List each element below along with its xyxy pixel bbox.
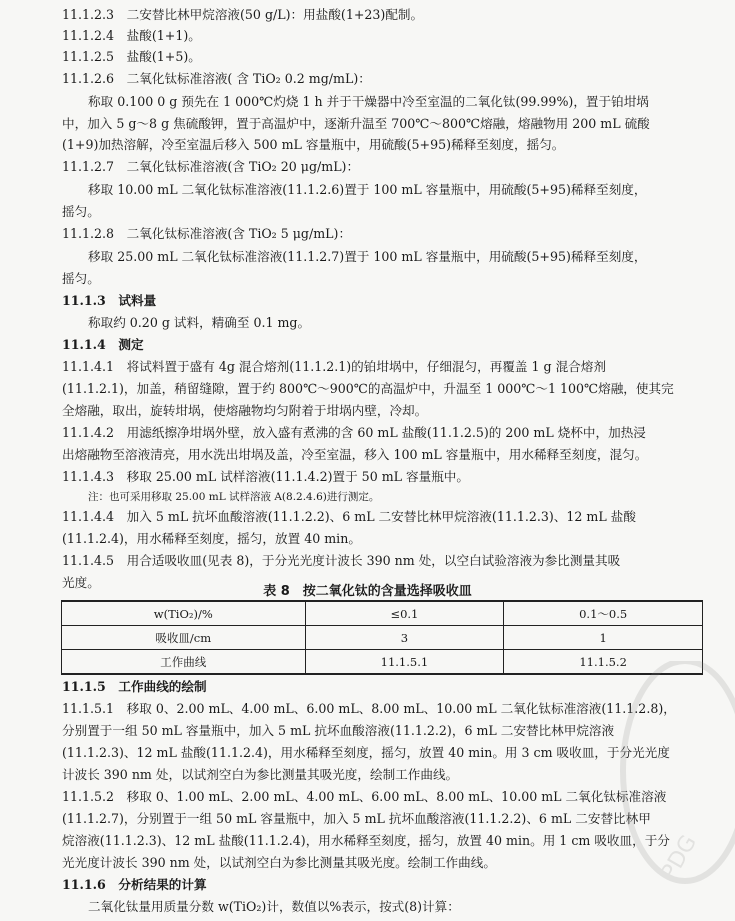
body-line: 摇匀。 (62, 271, 100, 286)
clause-11-1-4-4: 11.1.4.4 加入 5 mL 抗坏血酸溶液(11.1.2.2)、6 mL 二安替比林甲烷溶液(11.1.2.3)、12 mL 盐酸 (62, 509, 636, 524)
body-line: 全熔融，取出，旋转坩埚，使熔融物均匀附着于坩埚内壁，冷却。 (62, 403, 428, 418)
table-row (62, 650, 703, 675)
heading-11-1-6: 11.1.6 分析结果的计算 (62, 877, 207, 892)
heading-11-1-4: 11.1.4 测定 (62, 337, 144, 352)
body-line: 称取约 0.20 g 试料，精确至 0.1 mg。 (88, 315, 311, 330)
clause-11-1-5-1: 11.1.5.1 移取 0、2.00 mL、4.00 mL、6.00 mL、8.00 mL、10.00 mL 二氧化钛标准溶液(11.1.2.8)， (62, 701, 676, 716)
body-line: (11.1.2.4)，用水稀释至刻度，摇匀，放置 40 min。 (62, 531, 361, 546)
clause-11-1-2-3: 11.1.2.3 二安替比林甲烷溶液(50 g/L)：用盐酸(1+23)配制。 (62, 7, 424, 22)
cuvette-selection-table (61, 600, 703, 675)
body-line: (11.1.2.3)、12 mL 盐酸(11.1.2.4)，用水稀释至刻度，摇匀，放置 40 min。用 3 cm 吸收皿，于分光光度 (62, 745, 670, 760)
table-cell: 1 (504, 626, 703, 650)
clause-11-1-2-6: 11.1.2.6 二氧化钛标准溶液( 含 TiO₂ 0.2 mg/mL)： (62, 71, 371, 86)
body-line: (11.1.2.1)，加盖，稍留缝隙，置于约 800℃～900℃的高温炉中，升温至 1 000℃～1 100℃熔融，使其完 (62, 381, 674, 396)
body-line: 中，加入 5 g～8 g 焦硫酸钾，置于高温炉中，逐渐升温至 700℃～800℃熔融，熔融物用 200 mL 硫酸 (62, 116, 650, 131)
body-line: 光光度计波长 390 nm 处，以试剂空白为参比测量其吸光度。绘制工作曲线。 (62, 855, 496, 870)
table-cell: 0.1～0.5 (504, 601, 703, 626)
heading-11-1-3: 11.1.3 试料量 (62, 293, 157, 308)
table-row (62, 626, 703, 650)
body-line: (1+9)加热溶解，冷至室温后移入 500 mL 容量瓶中，用硫酸(5+95)稀释至刻度，摇匀。 (62, 137, 565, 152)
table-cell: w(TiO₂)/% (62, 601, 306, 626)
clause-11-1-2-7: 11.1.2.7 二氧化钛标准溶液(含 TiO₂ 20 μg/mL)： (62, 159, 360, 174)
pdg-watermark (615, 661, 735, 891)
table-cell: 3 (305, 626, 504, 650)
table-caption: 表 8 按二氧化钛的含量选择吸收皿 (263, 584, 472, 599)
body-line: 光度。 (62, 575, 100, 590)
body-line: (11.1.2.7)，分别置于一组 50 mL 容量瓶中，加入 5 mL 抗坏血酸溶液(11.1.2.2)、6 mL 二安替比林甲 (62, 811, 651, 826)
clause-11-1-2-4: 11.1.2.4 盐酸(1+1)。 (62, 28, 201, 43)
table-row (62, 601, 703, 626)
body-line: 摇匀。 (62, 204, 100, 219)
clause-11-1-4-1: 11.1.4.1 将试料置于盛有 4g 混合熔剂(11.1.2.1)的铂坩埚中，仔细混匀，再覆盖 1 g 混合熔剂 (62, 359, 606, 374)
body-line: 计波长 390 nm 处，以试剂空白为参比测量其吸光度，绘制工作曲线。 (62, 767, 459, 782)
heading-11-1-5: 11.1.5 工作曲线的绘制 (62, 679, 207, 694)
clause-11-1-4-5: 11.1.4.5 用合适吸收皿(见表 8)，于分光光度计波长 390 nm 处，以空白试验溶液为参比测量其吸 (62, 553, 621, 568)
clause-11-1-2-5: 11.1.2.5 盐酸(1+5)。 (62, 49, 201, 64)
clause-11-1-2-8: 11.1.2.8 二氧化钛标准溶液(含 TiO₂ 5 μg/mL)： (62, 226, 352, 241)
body-line: 移取 10.00 mL 二氧化钛标准溶液(11.1.2.6)置于 100 mL 容量瓶中，用硫酸(5+95)稀释至刻度， (88, 182, 647, 197)
table-cell: 11.1.5.2 (504, 650, 703, 675)
body-line: 烷溶液(11.1.2.3)、12 mL 盐酸(11.1.2.4)，用水稀释至刻度，摇匀，放置 40 min。用 1 cm 吸收皿，于分 (62, 833, 670, 848)
clause-11-1-5-2: 11.1.5.2 移取 0、1.00 mL、2.00 mL、4.00 mL、6.00 mL、8.00 mL、10.00 mL 二氧化钛标准溶液 (62, 789, 667, 804)
note-line: 注：也可采用移取 25.00 mL 试样溶液 A(8.2.4.6)进行测定。 (88, 491, 380, 503)
body-line: 二氧化钛量用质量分数 w(TiO₂)计，数值以%表示，按式(8)计算： (88, 899, 460, 914)
body-line: 称取 0.100 0 g 预先在 1 000℃灼烧 1 h 并于干燥器中冷至室温的二氧化钛(99.99%)，置于铂坩埚 (88, 94, 649, 109)
clause-11-1-4-2: 11.1.4.2 用滤纸擦净坩埚外壁，放入盛有煮沸的含 60 mL 盐酸(11.1.2.5)的 200 mL 烧杯中，加热浸 (62, 425, 646, 440)
watermark-text: PDG (656, 831, 703, 885)
clause-11-1-4-3: 11.1.4.3 移取 25.00 mL 试样溶液(11.1.4.2)置于 50 mL 容量瓶中。 (62, 469, 469, 484)
table-cell: 工作曲线 (62, 650, 306, 675)
body-line: 移取 25.00 mL 二氧化钛标准溶液(11.1.2.7)置于 100 mL 容量瓶中，用硫酸(5+95)稀释至刻度， (88, 249, 647, 264)
table-cell: 吸收皿/cm (62, 626, 306, 650)
table-cell: 11.1.5.1 (305, 650, 504, 675)
table-cell: ≤0.1 (305, 601, 504, 626)
body-line: 出熔融物至溶液清亮，用水洗出坩埚及盖，冷至室温，移入 100 mL 容量瓶中，用水稀释至刻度，混匀。 (62, 447, 648, 462)
body-line: 分别置于一组 50 mL 容量瓶中，加入 5 mL 抗坏血酸溶液(11.1.2.2)，6 mL 二安替比林甲烷溶液 (62, 723, 615, 738)
